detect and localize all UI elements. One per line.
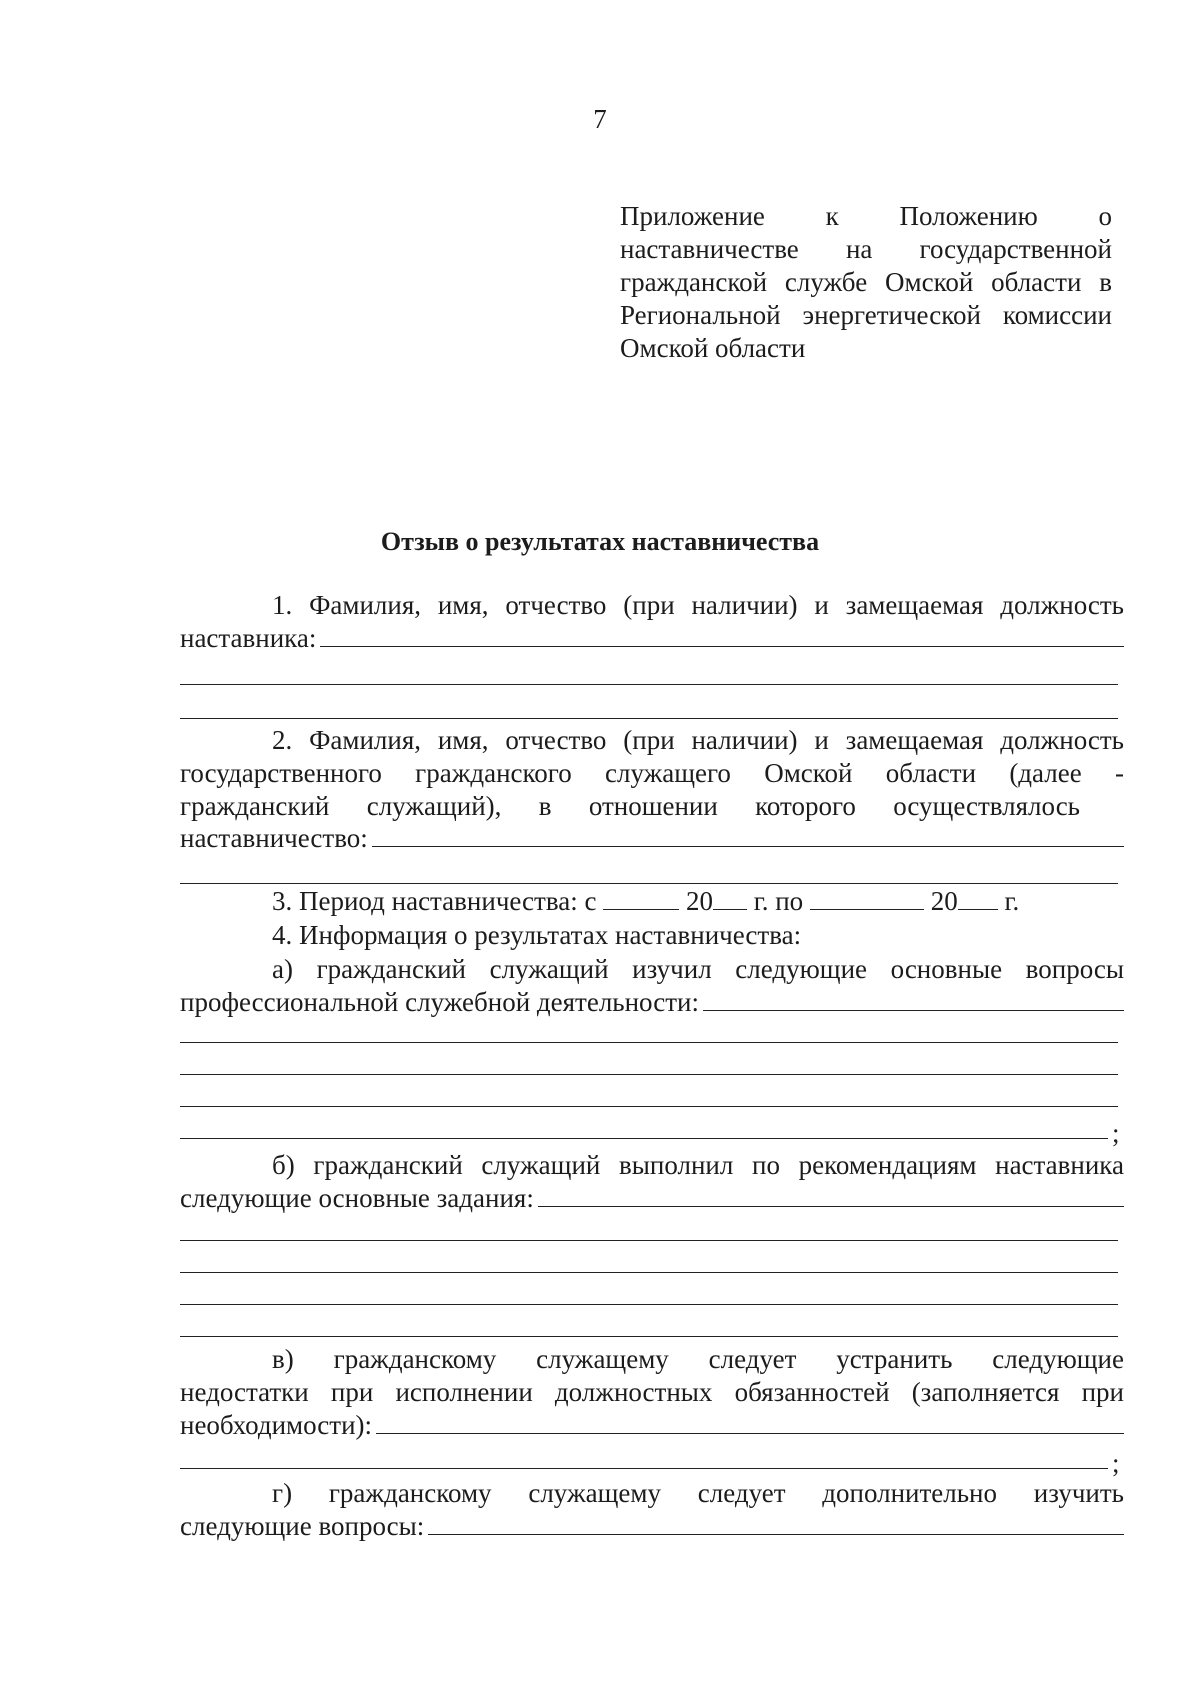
item4g-text: г) гражданскому служащему следует дополнительно изучить (272, 1478, 1124, 1508)
item1-label: наставника: (180, 623, 317, 653)
document-title: Отзыв о результатах наставничества (380, 527, 820, 556)
item4a-blank-line[interactable] (180, 1042, 1118, 1043)
item2-text: государственного гражданского служащего Омской области (далее - (180, 758, 1124, 788)
item2-field-row (180, 823, 1124, 855)
period-to-field[interactable] (810, 887, 924, 910)
item3-year-to: 20 (930, 886, 958, 916)
item1-text: 1. Фамилия, имя, отчество (при наличии) и замещаемая должность (272, 590, 1124, 620)
item4b-text: б) гражданский служащий выполнил по рекомендациям наставника (272, 1150, 1124, 1180)
shortcomings-field[interactable] (376, 1411, 1124, 1434)
item4b-blank-line[interactable] (180, 1240, 1118, 1241)
item3-mid: г. по (753, 886, 804, 916)
appendix-line: Омской области (620, 333, 806, 363)
item4v-field-row (180, 1410, 1124, 1442)
item4v-text: в) гражданскому служащему следует устранить следующие (272, 1344, 1124, 1374)
item4b-field-row (180, 1183, 1124, 1215)
item2-text: 2. Фамилия, имя, отчество (при наличии) и замещаемая должность (272, 725, 1124, 755)
completed-tasks-field[interactable] (538, 1184, 1124, 1207)
appendix-line: Региональной энергетической комиссии (620, 300, 1112, 330)
item4v-label: необходимости): (180, 1410, 373, 1440)
item4b-label: следующие основные задания: (180, 1183, 534, 1213)
item4a-blank-line[interactable] (180, 1074, 1118, 1075)
item2-text: гражданский служащий), в отношении которого осуществлялось (180, 791, 1080, 821)
item4a-text: а) гражданский служащий изучил следующие основные вопросы (272, 954, 1124, 984)
item4v-semicolon: ; (1112, 1448, 1120, 1478)
item3-prefix: 3. Период наставничества: с (272, 886, 597, 916)
item4b-blank-line[interactable] (180, 1336, 1118, 1337)
appendix-line: гражданской службе Омской области в (620, 267, 1112, 297)
item4b-blank-line[interactable] (180, 1272, 1118, 1273)
item4a-label: профессиональной служебной деятельности: (180, 987, 699, 1017)
period-from-field[interactable] (603, 887, 679, 910)
item1-blank-line[interactable] (180, 718, 1118, 719)
item1-blank-line[interactable] (180, 684, 1118, 685)
item4-heading: 4. Информация о результатах наставничества: (272, 920, 802, 950)
appendix-header (620, 200, 1112, 365)
item2-blank-line[interactable] (180, 883, 1118, 884)
period-to-year-field[interactable] (958, 887, 998, 910)
item3-period-row (180, 886, 1124, 918)
appendix-line: наставничестве на государственной (620, 234, 1112, 264)
additional-questions-field[interactable] (428, 1512, 1124, 1535)
appendix-line: Приложение к Положению о (620, 201, 1112, 231)
item4v-text: недостатки при исполнении должностных обязанностей (заполняется при (180, 1377, 1124, 1407)
item4v-blank-line[interactable] (180, 1468, 1108, 1469)
item2-label: наставничество: (180, 823, 368, 853)
studied-questions-field[interactable] (703, 988, 1124, 1011)
item3-suffix: г. (1004, 886, 1020, 916)
item4a-semicolon: ; (1112, 1118, 1120, 1148)
item4b-blank-line[interactable] (180, 1304, 1118, 1305)
mentee-name-field[interactable] (372, 824, 1124, 847)
item4a-blank-line[interactable] (180, 1106, 1118, 1107)
item4a-field-row (180, 987, 1124, 1019)
item4g-field-row (180, 1511, 1124, 1543)
item4a-blank-line[interactable] (180, 1138, 1108, 1139)
item4g-label: следующие вопросы: (180, 1511, 425, 1541)
item3-year-from: 20 (685, 886, 713, 916)
mentor-name-field[interactable] (320, 624, 1124, 647)
page-number: 7 (593, 104, 607, 134)
item1-field-row (180, 623, 1124, 655)
period-from-year-field[interactable] (713, 887, 747, 910)
